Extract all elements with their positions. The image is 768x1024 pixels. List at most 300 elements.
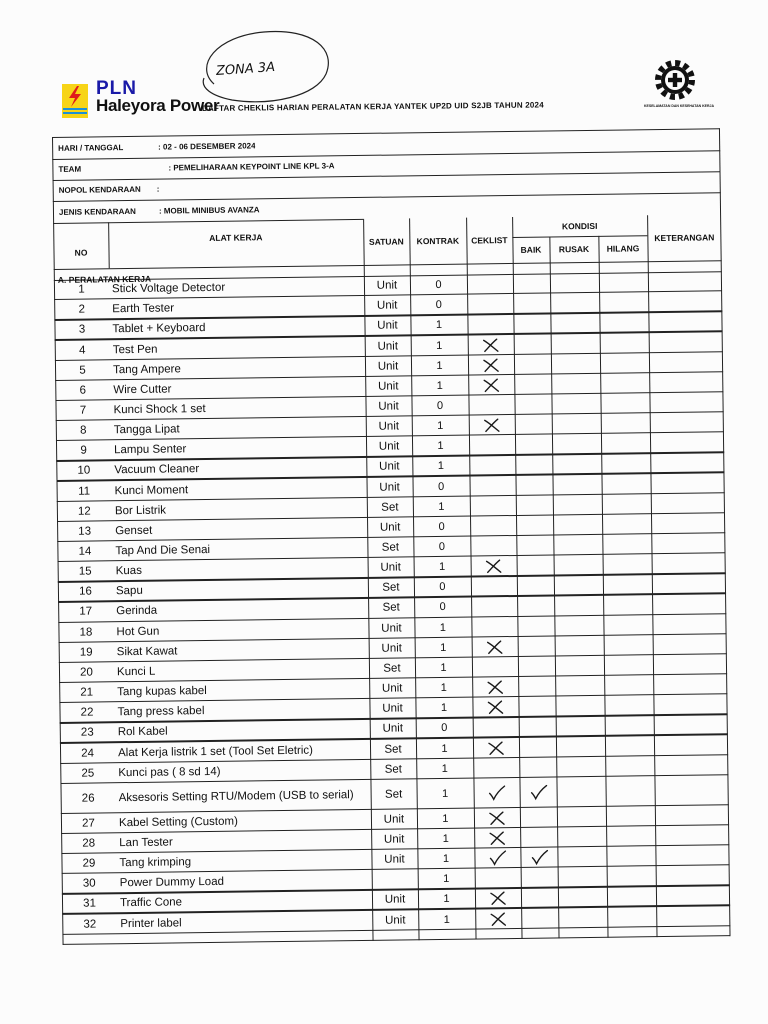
- check-cell[interactable]: [474, 828, 520, 849]
- cross-mark-icon: [486, 740, 506, 756]
- item-unit: Set: [384, 742, 402, 756]
- item-name: Tap And Die Senai: [115, 543, 211, 558]
- condition-damaged-cell[interactable]: [552, 454, 601, 475]
- check-cell[interactable]: [468, 375, 514, 396]
- notes-cell[interactable]: [656, 886, 729, 907]
- notes-cell[interactable]: [654, 735, 727, 756]
- item-number: 20: [80, 666, 93, 679]
- item-unit: Unit: [377, 380, 399, 393]
- cross-mark-icon: [487, 810, 507, 826]
- item-contract: 1: [442, 852, 450, 866]
- check-cell[interactable]: [470, 516, 516, 537]
- item-contract: 0: [439, 581, 446, 594]
- checkmark-icon: [487, 785, 507, 801]
- notes-cell[interactable]: [649, 332, 722, 353]
- condition-damaged-cell[interactable]: [558, 907, 607, 928]
- item-contract: 1: [441, 742, 448, 755]
- condition-lost-cell[interactable]: [604, 675, 653, 696]
- cross-mark-icon: [481, 337, 501, 353]
- item-contract: 1: [440, 681, 447, 695]
- notes-cell[interactable]: [655, 845, 728, 866]
- condition-good-cell[interactable]: [516, 535, 553, 556]
- check-cell[interactable]: [474, 808, 520, 829]
- condition-damaged-cell[interactable]: [550, 273, 599, 294]
- condition-damaged-cell[interactable]: [555, 696, 604, 717]
- condition-good-cell[interactable]: [517, 556, 554, 577]
- item-name: Kunci Moment: [114, 483, 189, 497]
- condition-lost-cell[interactable]: [603, 615, 652, 636]
- company-name: Haleyora Power: [96, 96, 220, 115]
- condition-lost-cell[interactable]: [606, 826, 655, 847]
- item-contract: 1: [437, 420, 444, 433]
- notes-cell[interactable]: [655, 805, 728, 826]
- check-cell[interactable]: [472, 637, 518, 658]
- condition-damaged-cell[interactable]: [554, 555, 603, 576]
- col-lost-header: HILANG: [606, 243, 640, 254]
- item-contract: 0: [438, 520, 445, 533]
- item-contract: 1: [437, 440, 444, 453]
- item-name: Alat Kerja listrik 1 set (Tool Set Eletric): [117, 744, 314, 759]
- condition-damaged-cell[interactable]: [551, 333, 600, 354]
- condition-lost-cell[interactable]: [600, 333, 649, 354]
- condition-lost-cell[interactable]: [602, 534, 651, 555]
- checkmark-icon: [528, 784, 548, 800]
- item-unit: Unit: [384, 914, 406, 927]
- item-number: 22: [80, 706, 94, 719]
- item-number: 28: [82, 837, 96, 850]
- condition-good-cell[interactable]: [515, 435, 552, 456]
- condition-damaged-cell[interactable]: [555, 636, 604, 657]
- item-contract: 0: [435, 278, 442, 292]
- check-cell[interactable]: [475, 888, 521, 909]
- cross-mark-icon: [488, 891, 508, 907]
- item-unit: Unit: [383, 813, 405, 826]
- item-contract: 1: [436, 379, 443, 392]
- condition-good-cell[interactable]: [518, 636, 555, 657]
- item-unit: Set: [384, 763, 403, 776]
- notes-cell[interactable]: [652, 553, 725, 574]
- item-unit: Unit: [379, 481, 400, 494]
- item-unit: Unit: [376, 279, 398, 292]
- condition-lost-cell[interactable]: [605, 776, 654, 807]
- condition-lost-cell[interactable]: [602, 514, 651, 535]
- notes-cell[interactable]: [648, 271, 721, 292]
- item-unit: Unit: [380, 561, 401, 574]
- item-number: 1: [78, 283, 85, 296]
- item-name: Rol Kabel: [117, 725, 168, 739]
- item-name: Kuas: [115, 565, 142, 578]
- check-cell[interactable]: [467, 294, 513, 315]
- condition-damaged-cell[interactable]: [554, 615, 603, 636]
- condition-good-cell[interactable]: [514, 374, 551, 395]
- notes-cell[interactable]: [649, 392, 722, 413]
- condition-good-cell[interactable]: [520, 827, 557, 848]
- condition-lost-cell[interactable]: [605, 715, 654, 736]
- item-number: 29: [82, 857, 96, 870]
- condition-damaged-cell[interactable]: [550, 293, 599, 314]
- notes-cell[interactable]: [652, 573, 725, 594]
- notes-cell[interactable]: [654, 775, 727, 806]
- item-name: Bor Listrik: [114, 504, 167, 517]
- item-unit: [372, 869, 418, 890]
- item-unit: Set: [381, 541, 400, 554]
- item-unit: Unit: [377, 339, 399, 353]
- item-number: 27: [82, 817, 95, 830]
- condition-damaged-cell[interactable]: [553, 494, 602, 515]
- notes-cell[interactable]: [652, 614, 725, 635]
- item-number: 30: [82, 877, 96, 890]
- condition-good-cell[interactable]: [516, 515, 553, 536]
- check-cell[interactable]: [475, 908, 521, 929]
- check-cell[interactable]: [474, 848, 520, 869]
- condition-lost-cell[interactable]: [607, 887, 656, 908]
- condition-lost-cell[interactable]: [605, 756, 654, 777]
- notes-cell[interactable]: [656, 906, 729, 927]
- item-name: Genset: [115, 524, 153, 538]
- item-contract: 1: [440, 661, 447, 674]
- condition-good-cell[interactable]: [521, 888, 558, 909]
- condition-damaged-cell[interactable]: [552, 434, 601, 455]
- item-contract: 1: [436, 359, 443, 372]
- item-unit: Unit: [384, 853, 405, 866]
- condition-good-cell[interactable]: [517, 576, 554, 597]
- item-unit: Set: [381, 501, 399, 514]
- condition-lost-cell[interactable]: [601, 474, 650, 495]
- check-cell[interactable]: [473, 717, 519, 738]
- col-no-header: NO: [74, 247, 88, 258]
- condition-lost-cell[interactable]: [603, 554, 652, 575]
- checkmark-icon: [487, 850, 507, 866]
- condition-lost-cell[interactable]: [604, 655, 653, 676]
- check-cell[interactable]: [467, 314, 513, 335]
- col-damaged-header: RUSAK: [558, 243, 590, 255]
- item-number: 19: [79, 646, 93, 659]
- check-cell[interactable]: [470, 536, 516, 557]
- item-name: Tang Ampere: [112, 362, 181, 376]
- condition-good-cell[interactable]: [520, 807, 557, 828]
- condition-damaged-cell[interactable]: [551, 394, 600, 415]
- condition-good-cell[interactable]: [518, 656, 555, 677]
- col-tool-header: ALAT KERJA: [209, 232, 263, 243]
- check-cell[interactable]: [471, 616, 517, 637]
- document-header: [0, 0, 768, 135]
- item-contract: 1: [436, 339, 443, 352]
- col-notes-header: KETERANGAN: [654, 232, 715, 244]
- condition-damaged-cell[interactable]: [551, 353, 600, 374]
- item-contract: 1: [435, 319, 443, 332]
- condition-lost-cell[interactable]: [600, 373, 649, 394]
- condition-good-cell[interactable]: [513, 294, 550, 315]
- condition-lost-cell[interactable]: [607, 866, 656, 887]
- item-number: 5: [79, 364, 86, 377]
- item-unit: Set: [382, 601, 400, 615]
- check-cell[interactable]: [468, 355, 514, 376]
- item-number: 25: [81, 767, 95, 780]
- condition-damaged-cell[interactable]: [554, 595, 603, 616]
- notes-cell[interactable]: [650, 473, 723, 494]
- condition-damaged-cell[interactable]: [556, 736, 605, 757]
- condition-good-cell[interactable]: [519, 757, 556, 778]
- condition-damaged-cell[interactable]: [556, 777, 605, 808]
- condition-good-cell[interactable]: [519, 717, 556, 738]
- condition-damaged-cell[interactable]: [552, 474, 601, 495]
- condition-good-cell[interactable]: [519, 777, 556, 807]
- item-unit: Unit: [382, 722, 404, 736]
- item-number: 9: [80, 444, 87, 457]
- item-contract: 0: [435, 299, 442, 312]
- condition-damaged-cell[interactable]: [555, 656, 604, 677]
- item-unit: Set: [383, 662, 401, 675]
- condition-lost-cell[interactable]: [601, 413, 650, 434]
- condition-damaged-cell[interactable]: [558, 887, 607, 908]
- item-contract: 1: [440, 702, 448, 715]
- notes-cell[interactable]: [654, 715, 727, 736]
- condition-lost-cell[interactable]: [599, 272, 648, 293]
- col-unit-header: SATUAN: [368, 236, 404, 247]
- notes-cell[interactable]: [650, 453, 723, 474]
- check-cell[interactable]: [471, 576, 517, 597]
- condition-lost-cell[interactable]: [606, 846, 655, 867]
- condition-good-cell[interactable]: [517, 596, 554, 617]
- item-number: 31: [83, 897, 97, 911]
- item-name: Traffic Cone: [119, 896, 183, 910]
- item-name: Power Dummy Load: [119, 876, 225, 890]
- check-cell[interactable]: [473, 737, 519, 758]
- notes-cell[interactable]: [651, 493, 724, 514]
- condition-damaged-cell[interactable]: [551, 374, 600, 395]
- item-number: 4: [79, 344, 86, 357]
- condition-damaged-cell[interactable]: [557, 807, 606, 828]
- item-number: 8: [80, 424, 87, 437]
- item-name: Tang krimping: [119, 856, 192, 870]
- item-unit: Set: [382, 581, 400, 595]
- item-unit: Unit: [378, 420, 400, 433]
- condition-lost-cell[interactable]: [601, 454, 650, 475]
- item-number: 21: [80, 686, 94, 699]
- check-cell[interactable]: [475, 868, 521, 889]
- item-unit: Set: [384, 788, 403, 801]
- condition-damaged-cell[interactable]: [556, 716, 605, 737]
- condition-lost-cell[interactable]: [599, 292, 648, 313]
- item-unit: Unit: [381, 622, 402, 635]
- item-name: Vacuum Cleaner: [114, 463, 200, 477]
- check-cell[interactable]: [472, 657, 518, 678]
- pln-wordmark: PLN: [96, 78, 137, 99]
- condition-damaged-cell[interactable]: [554, 575, 603, 596]
- notes-cell[interactable]: [652, 594, 725, 615]
- team-label: TEAM: [58, 164, 82, 174]
- check-cell[interactable]: [468, 395, 514, 416]
- item-name: Hot Gun: [116, 625, 160, 638]
- item-contract: 1: [442, 832, 449, 845]
- item-unit: Unit: [381, 682, 403, 695]
- check-cell[interactable]: [472, 697, 518, 718]
- notes-cell[interactable]: [650, 432, 723, 453]
- item-number: 11: [78, 485, 91, 498]
- zone-annotation: ZONA 3A: [215, 59, 276, 80]
- condition-lost-cell[interactable]: [603, 595, 652, 616]
- item-name: Kunci L: [116, 665, 156, 679]
- condition-lost-cell[interactable]: [602, 494, 651, 515]
- item-contract: 1: [443, 893, 450, 906]
- condition-good-cell[interactable]: [521, 868, 558, 889]
- condition-damaged-cell[interactable]: [557, 847, 606, 868]
- condition-good-cell[interactable]: [514, 334, 551, 355]
- condition-damaged-cell[interactable]: [556, 756, 605, 777]
- check-cell[interactable]: [470, 496, 516, 517]
- notes-cell[interactable]: [656, 865, 729, 886]
- notes-cell[interactable]: [653, 674, 726, 695]
- check-cell[interactable]: [469, 415, 515, 436]
- item-contract: 1: [441, 762, 448, 775]
- item-contract: 1: [438, 500, 445, 513]
- item-name: Kabel Setting (Custom): [118, 815, 238, 829]
- item-unit: Unit: [379, 460, 400, 474]
- date-label: HARI / TANGGAL: [58, 142, 124, 153]
- notes-cell[interactable]: [654, 755, 727, 776]
- notes-cell[interactable]: [651, 513, 724, 534]
- item-contract: 0: [441, 722, 448, 735]
- condition-good-cell[interactable]: [521, 908, 558, 929]
- item-contract: 0: [438, 540, 446, 553]
- vehicle-value: : MOBIL MINIBUS AVANZA: [158, 204, 260, 216]
- item-contract: 0: [437, 480, 445, 493]
- condition-good-cell[interactable]: [518, 676, 555, 697]
- condition-good-cell[interactable]: [515, 475, 552, 496]
- item-unit: Unit: [383, 833, 405, 846]
- item-number: 26: [81, 792, 95, 805]
- item-number: 14: [78, 545, 92, 558]
- condition-good-cell[interactable]: [513, 314, 550, 335]
- item-unit: Unit: [378, 440, 400, 453]
- cross-mark-icon: [487, 830, 507, 846]
- item-name: Tang kupas kabel: [117, 685, 207, 699]
- condition-good-cell[interactable]: [514, 394, 551, 415]
- check-cell[interactable]: [468, 334, 514, 355]
- check-cell[interactable]: [469, 455, 515, 476]
- condition-good-cell[interactable]: [519, 737, 556, 758]
- condition-good-cell[interactable]: [514, 354, 551, 375]
- check-cell[interactable]: [472, 677, 518, 698]
- cross-mark-icon: [485, 699, 505, 715]
- item-name: Sapu: [115, 585, 143, 598]
- condition-lost-cell[interactable]: [599, 313, 648, 334]
- condition-damaged-cell[interactable]: [553, 535, 602, 556]
- col-condition-header: KONDISI: [561, 220, 598, 232]
- document-title: DAFTAR CHEKLIS HARIAN PERALATAN KERJA YANTEK UP2D UID S2JB TAHUN 2024: [201, 100, 544, 113]
- item-number: 10: [77, 464, 91, 478]
- check-cell[interactable]: [471, 556, 517, 577]
- condition-good-cell[interactable]: [515, 415, 552, 436]
- k3-safety-logo-icon: [645, 56, 705, 104]
- item-unit: Unit: [378, 400, 399, 413]
- condition-lost-cell[interactable]: [600, 393, 649, 414]
- condition-good-cell[interactable]: [520, 847, 557, 868]
- item-name: Earth Tester: [112, 302, 175, 316]
- item-contract: 0: [439, 601, 446, 614]
- notes-cell[interactable]: [649, 352, 722, 373]
- condition-damaged-cell[interactable]: [557, 827, 606, 848]
- condition-lost-cell[interactable]: [606, 806, 655, 827]
- notes-cell[interactable]: [648, 312, 721, 333]
- notes-cell[interactable]: [648, 291, 721, 312]
- notes-cell[interactable]: [655, 825, 728, 846]
- condition-damaged-cell[interactable]: [558, 867, 607, 888]
- item-unit: Unit: [382, 702, 403, 715]
- check-cell[interactable]: [467, 274, 513, 295]
- team-value: : PEMELIHARAAN KEYPOINT LINE KPL 3-A: [168, 161, 335, 173]
- check-cell[interactable]: [473, 778, 519, 809]
- notes-cell[interactable]: [651, 533, 724, 554]
- item-number: 16: [78, 585, 92, 598]
- item-name: Wire Cutter: [113, 383, 172, 397]
- condition-lost-cell[interactable]: [605, 736, 654, 757]
- condition-lost-cell[interactable]: [604, 635, 653, 656]
- item-contract: 1: [441, 787, 449, 800]
- notes-cell[interactable]: [653, 654, 726, 675]
- item-contract: 1: [440, 641, 447, 654]
- k3-caption: KESELAMATAN DAN KESEHATAN KERJA: [644, 104, 714, 108]
- notes-cell[interactable]: [653, 634, 726, 655]
- col-check-header: CEKLIST: [471, 235, 508, 246]
- item-number: 2: [78, 303, 86, 316]
- condition-good-cell[interactable]: [513, 273, 550, 294]
- item-unit: Unit: [376, 299, 398, 312]
- item-name: Gerinda: [116, 605, 158, 618]
- cross-mark-icon: [481, 377, 501, 393]
- condition-lost-cell[interactable]: [601, 433, 650, 454]
- item-unit: Unit: [379, 521, 401, 534]
- condition-damaged-cell[interactable]: [550, 313, 599, 334]
- condition-good-cell[interactable]: [515, 455, 552, 476]
- checklist-form: [52, 128, 731, 945]
- condition-lost-cell[interactable]: [604, 695, 653, 716]
- item-name: Kunci Shock 1 set: [113, 402, 206, 417]
- cross-mark-icon: [481, 357, 501, 373]
- notes-cell[interactable]: [650, 412, 723, 433]
- condition-lost-cell[interactable]: [600, 353, 649, 374]
- checkmark-icon: [529, 850, 549, 866]
- check-cell[interactable]: [471, 596, 517, 617]
- condition-lost-cell[interactable]: [603, 574, 652, 595]
- cross-mark-icon: [488, 911, 508, 927]
- item-number: 12: [77, 505, 91, 518]
- item-number: 15: [78, 565, 92, 578]
- item-name: Stick Voltage Detector: [111, 281, 226, 296]
- check-cell[interactable]: [473, 758, 519, 779]
- item-contract: 1: [439, 561, 446, 574]
- item-unit: Unit: [384, 893, 406, 907]
- check-cell[interactable]: [469, 475, 515, 496]
- item-contract: 1: [443, 873, 450, 886]
- item-contract: 0: [436, 399, 444, 412]
- notes-cell[interactable]: [653, 694, 726, 715]
- item-number: 13: [78, 525, 92, 538]
- item-name: Tablet + Keyboard: [112, 322, 206, 336]
- condition-damaged-cell[interactable]: [553, 515, 602, 536]
- condition-good-cell[interactable]: [516, 495, 553, 516]
- notes-cell[interactable]: [649, 372, 722, 393]
- cross-mark-icon: [482, 417, 502, 433]
- condition-good-cell[interactable]: [517, 616, 554, 637]
- condition-lost-cell[interactable]: [607, 907, 656, 928]
- check-cell[interactable]: [469, 435, 515, 456]
- item-contract: 1: [437, 460, 444, 473]
- cross-mark-icon: [484, 558, 504, 574]
- condition-good-cell[interactable]: [518, 697, 555, 718]
- condition-damaged-cell[interactable]: [555, 676, 604, 697]
- condition-damaged-cell[interactable]: [552, 414, 601, 435]
